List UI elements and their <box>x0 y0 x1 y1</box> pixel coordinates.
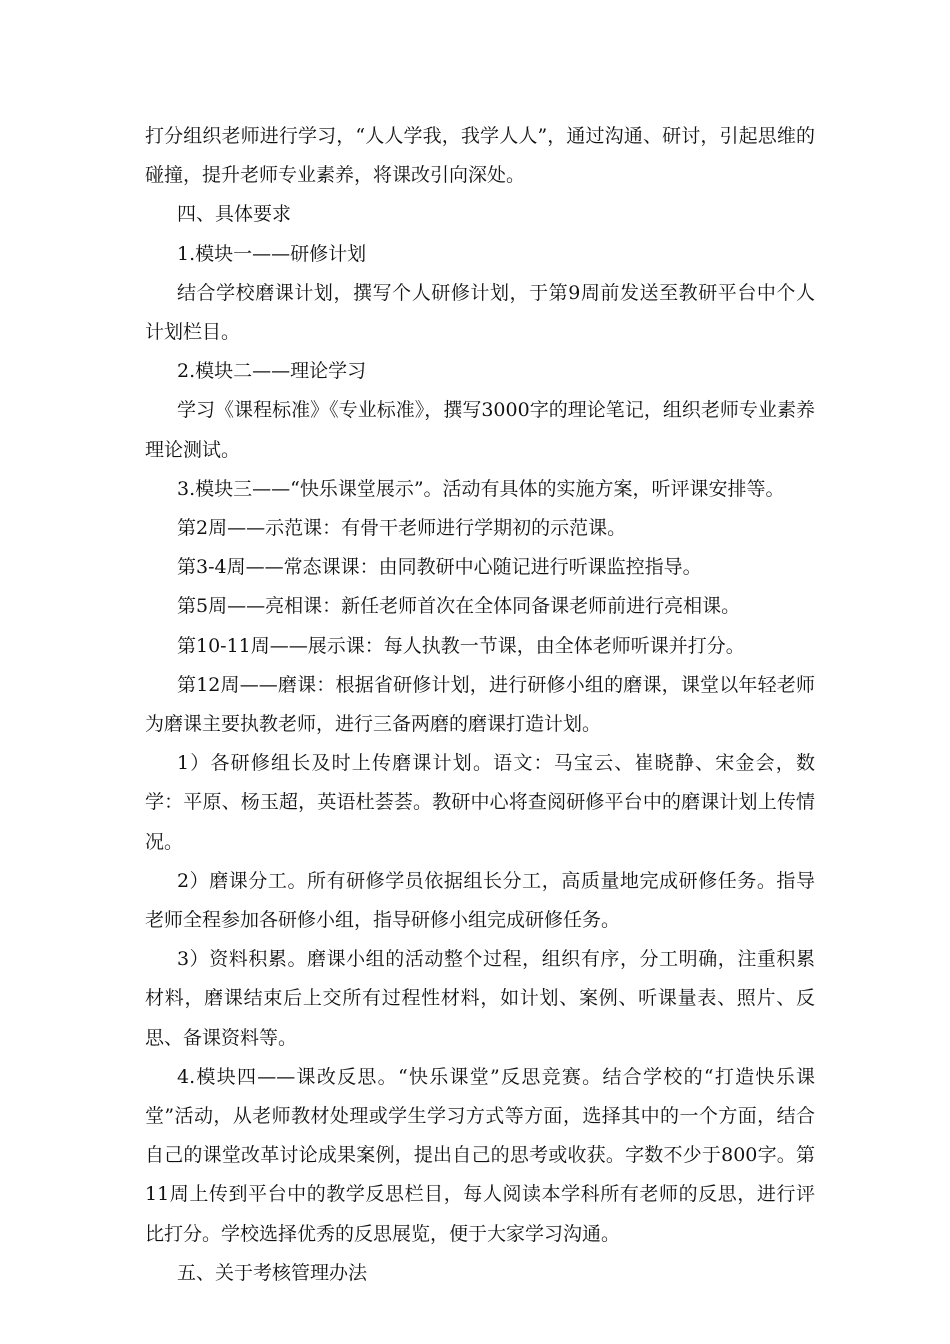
week-12-item: 第12周——磨课：根据省研修计划，进行研修小组的磨课，课堂以年轻老师为磨课主要执教老师，进行三备两磨的磨课打造计划。 <box>145 673 815 736</box>
module-1-heading: 1.模块一——研修计划 <box>177 242 367 265</box>
week-5-item: 第5周——亮相课：新任老师首次在全体同备课老师前进行亮相课。 <box>177 595 741 618</box>
sub-item-3: 3）资料积累。磨课小组的活动整个过程，组织有序，分工明确，注重积累材料，磨课结束后上交所有过程性材料，如计划、案例、听课量表、照片、反思、备课资料等。 <box>145 948 815 1049</box>
sub-item-1: 1）各研修组长及时上传磨课计划。语文：马宝云、崔晓静、宋金会，数学：平原、杨玉超，英语杜荟荟。教研中心将查阅研修平台中的磨课计划上传情况。 <box>145 752 815 853</box>
module-4-paragraph: 4.模块四——课改反思。“快乐课堂”反思竞赛。结合学校的“打造快乐课堂”活动，从老师教材处理或学生学习方式等方面，选择其中的一个方面，结合自己的课堂改革讨论成果案例，提出自己的思考或收获。字数不少于800字。第11周上传到平台中的教学反思栏目，每人阅读本学科所有老师的反思，进行评比打分。学校选择优秀的反思展览，便于大家学习沟通。 <box>145 1065 815 1245</box>
paragraph-continuation: 打分组织老师进行学习，“人人学我，我学人人”，通过沟通、研讨，引起思维的碰撞，提升老师专业素养，将课改引向深处。 <box>145 125 815 187</box>
week-2-item: 第2周——示范课：有骨干老师进行学期初的示范课。 <box>177 517 627 540</box>
module-2-body: 学习《课程标准》《专业标准》，撰写3000字的理论笔记，组织老师专业素养理论测试。 <box>145 399 815 461</box>
sub-item-2: 2）磨课分工。所有研修学员依据组长分工，高质量地完成研修任务。指导老师全程参加各研修小组，指导研修小组完成研修任务。 <box>145 869 815 932</box>
module-3-heading: 3.模块三——“快乐课堂展示”。活动有具体的实施方案，听评课安排等。 <box>177 477 785 500</box>
module-1-body: 结合学校磨课计划，撰写个人研修计划，于第9周前发送至教研平台中个人计划栏目。 <box>145 281 815 344</box>
week-3-4-item: 第3-4周——常态课课：由同教研中心随记进行听课监控指导。 <box>177 556 702 579</box>
module-2-heading: 2.模块二——理论学习 <box>177 360 367 383</box>
document-body <box>145 117 815 1293</box>
week-10-11-item: 第10-11周——展示课：每人执教一节课，由全体老师听课并打分。 <box>177 634 745 657</box>
section-heading-assessment: 五、关于考核管理办法 <box>177 1261 368 1284</box>
section-heading-requirements: 四、具体要求 <box>177 203 292 226</box>
